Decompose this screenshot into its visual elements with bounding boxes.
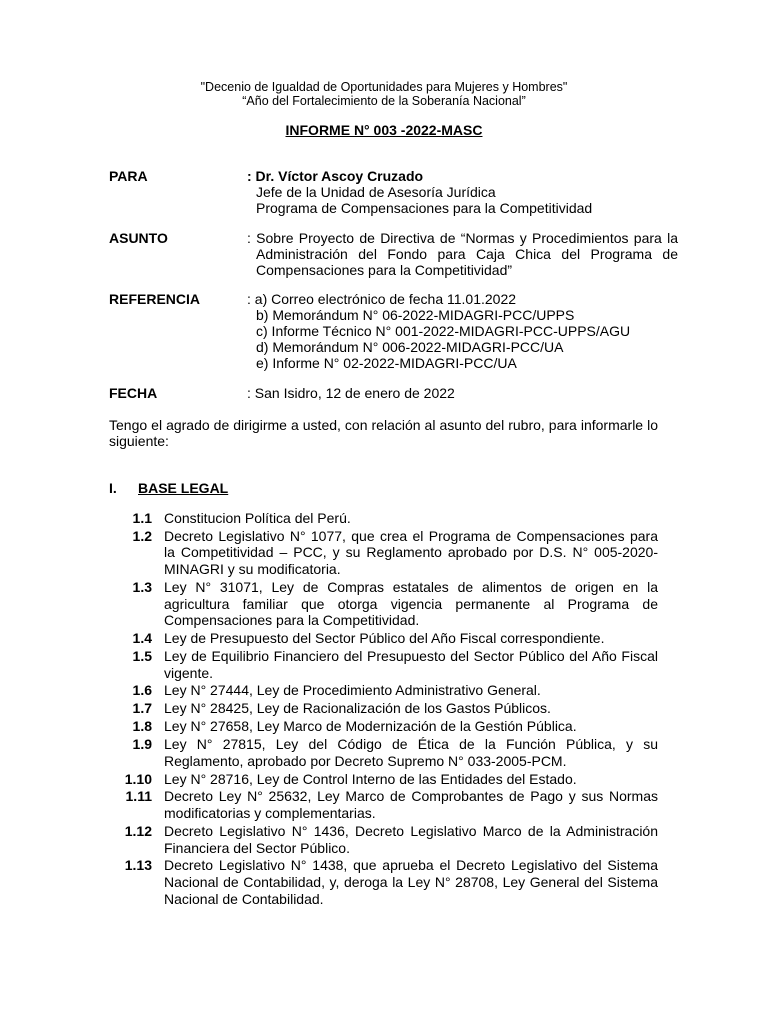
intro-paragraph: Tengo el agrado de dirigirme a usted, con relación al asunto del rubro, para informarle lo siguiente: (109, 417, 658, 449)
referencia-label: REFERENCIA (109, 291, 201, 307)
header-slogan-1: "Decenio de Igualdad de Oportunidades para Mujeres y Hombres" (200, 80, 568, 94)
list-item (120, 579, 658, 629)
item-text: Ley N° 28425, Ley de Racionalización de los Gastos Públicos. (164, 700, 551, 717)
section-heading (109, 480, 228, 496)
asunto-line: Compensaciones para la Competitividad” (256, 262, 513, 278)
list-item (120, 718, 658, 735)
para-recipient: : Dr. Víctor Ascoy Cruzado (247, 168, 424, 184)
item-number: 1.12 (124, 822, 152, 839)
item-text: Constitucion Política del Perú. (164, 510, 351, 526)
document-title: INFORME N° 003 -2022-MASC (285, 122, 483, 138)
list-item (120, 528, 658, 578)
list-item (120, 700, 658, 717)
item-text: Decreto Legislativo N° 1436, Decreto Legislativo Marco de la Administración Financiera del Sector Público. (164, 822, 658, 856)
item-text: Decreto Ley N° 25632, Ley Marco de Comprobantes de Pago y sus Normas modificatorias y complementarias. (164, 788, 658, 822)
item-text: Decreto Legislativo N° 1438, que aprueba el Decreto Legislativo del Sistema Nacional de Contabilidad, y, deroga la Ley N° 28708, Ley General del Sistema Nacional de Contabilidad. (164, 857, 658, 907)
para-value (247, 168, 678, 216)
item-text: Ley de Presupuesto del Sector Público del Año Fiscal correspondiente. (164, 630, 605, 647)
referencia-item: b) Memorándum N° 06-2022-MIDAGRI-PCC/UPPS (256, 307, 575, 323)
section-title: BASE LEGAL (138, 480, 229, 496)
item-text: Ley de Equilibrio Financiero del Presupuesto del Sector Público del Año Fiscal vigente. (164, 647, 658, 681)
referencia-item: c) Informe Técnico N° 001-2022-MIDAGRI-PCC-UPPS/AGU (256, 323, 631, 339)
header-slogan-2: “Año del Fortalecimiento de la Soberanía Nacional” (242, 94, 526, 108)
asunto-value (247, 230, 678, 278)
referencia-item: e) Informe N° 02-2022-MIDAGRI-PCC/UA (256, 355, 517, 371)
list-item (120, 682, 658, 699)
list-item (120, 771, 658, 788)
item-text: Decreto Legislativo N° 1077, que crea el Programa de Compensaciones para la Competitividad – PCC, y su Reglamento aprobado por D.S. N° 005-2020-MINAGRI y su modificatoria. (164, 527, 658, 578)
asunto-label: ASUNTO (109, 230, 168, 246)
item-number: 1.4 (132, 630, 152, 647)
list-item (120, 736, 658, 769)
section-number: I. (109, 480, 117, 496)
referencia-item: d) Memorándum N° 006-2022-MIDAGRI-PCC/UA (256, 339, 564, 355)
item-number: 1.11 (125, 788, 152, 805)
item-text: Ley N° 27815, Ley del Código de Ética de la Función Pública, y su Reglamento, aprobado por Decreto Supremo N° 033-2005-PCM. (164, 736, 658, 769)
asunto-line: : Sobre Proyecto de Directiva de “Normas y Procedimientos para la (247, 230, 678, 246)
item-number: 1.2 (132, 527, 152, 544)
item-number: 1.5 (132, 647, 152, 664)
item-number: 1.7 (132, 700, 152, 717)
item-number: 1.8 (132, 718, 152, 735)
item-number: 1.10 (124, 770, 152, 787)
para-program: Programa de Compensaciones para la Competitividad (256, 200, 593, 216)
para-position: Jefe de la Unidad de Asesoría Jurídica (256, 184, 496, 200)
list-item (120, 630, 658, 647)
item-text: Ley N° 27658, Ley Marco de Modernización de la Gestión Pública. (164, 718, 577, 735)
list-item (120, 510, 658, 527)
item-number: 1.9 (132, 736, 152, 753)
list-item (120, 648, 658, 681)
referencia-item: : a) Correo electrónico de fecha 11.01.2022 (247, 291, 517, 307)
fecha-label: FECHA (109, 385, 158, 401)
list-item (120, 857, 658, 907)
item-number: 1.6 (132, 682, 152, 699)
list-item (120, 788, 658, 821)
item-text: Ley N° 28716, Ley de Control Interno de las Entidades del Estado. (164, 770, 577, 787)
item-text: Ley N° 31071, Ley de Compras estatales de alimentos de origen en la agricultura familiar que otorga vigencia permanente al Programa de Compensaciones para la Competitividad. (164, 578, 658, 629)
item-number: 1.1 (132, 510, 152, 526)
item-text: Ley N° 27444, Ley de Procedimiento Administrativo General. (164, 682, 541, 699)
fecha-value: : San Isidro, 12 de enero de 2022 (247, 385, 455, 401)
asunto-line: Administración del Fondo para Caja Chica del Programa de (256, 246, 678, 262)
item-number: 1.3 (132, 578, 152, 595)
referencia-value (247, 291, 678, 371)
legal-base-list (120, 510, 658, 909)
para-label: PARA (109, 168, 148, 184)
item-number: 1.13 (124, 857, 152, 874)
list-item (120, 823, 658, 856)
